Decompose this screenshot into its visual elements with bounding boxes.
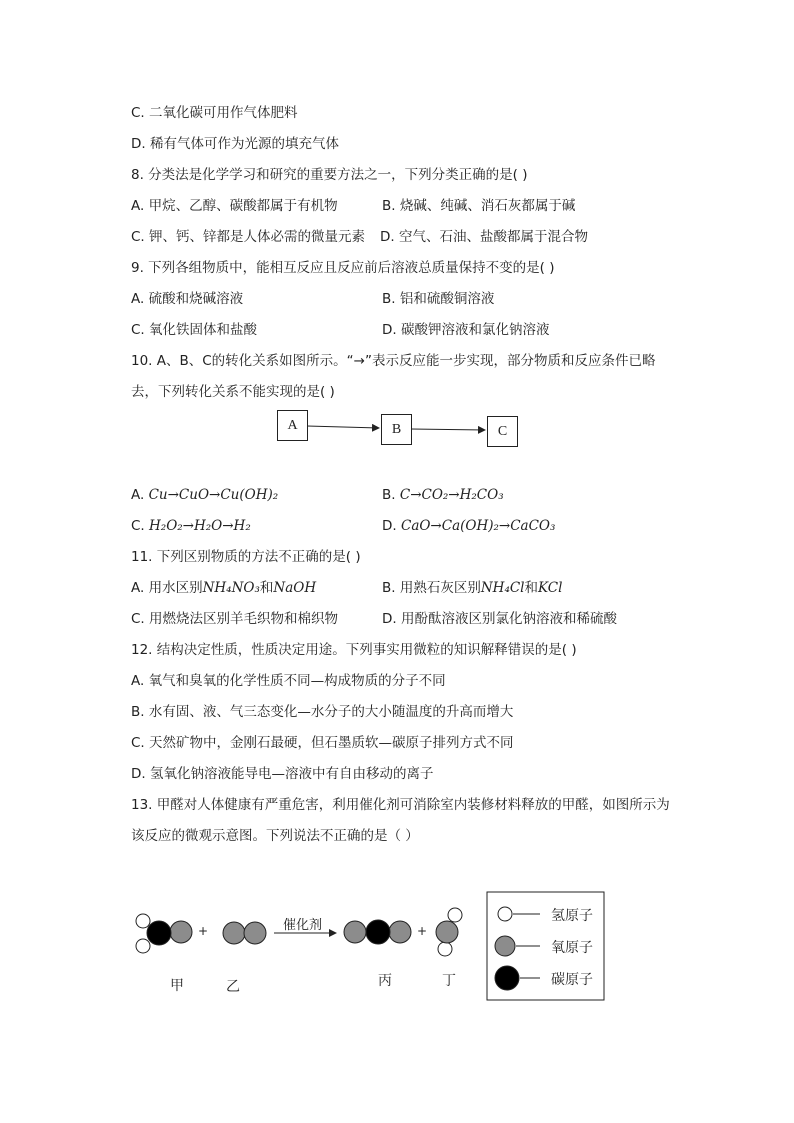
q9-option-c: C. 氧化铁固体和盐酸 — [131, 322, 258, 338]
q8-option-c: C. 钾、钙、锌都是人体必需的微量元素 — [131, 229, 366, 245]
q13-stem-line1: 13. 甲醛对人体健康有严重危害，利用催化剂可消除室内装修材料释放的甲醛，如图所示为 — [131, 797, 670, 813]
q8-option-b: B. 烧碱、纯碱、消石灰都属于碱 — [382, 198, 576, 214]
legend-hydrogen-swatch — [498, 907, 512, 921]
q12-option-b: B. 水有固、液、气三态变化—水分子的大小随温度的升高而增大 — [131, 704, 514, 720]
q11-option-a: A. 用水区别NH₄NO₃和NaOH — [131, 580, 317, 596]
q13-reaction-diagram — [0, 880, 794, 1010]
plus-sign-1: + — [198, 924, 209, 938]
box-b: B — [381, 414, 412, 445]
molecule-bing — [344, 920, 411, 944]
catalyst-label: 催化剂 — [283, 918, 323, 933]
molecule-jia — [136, 914, 192, 953]
q10-option-b: B. C→CO₂→H₂CO₃ — [382, 487, 504, 503]
legend-carbon-swatch — [495, 966, 519, 990]
q10-stem-line1: 10. A、B、C的转化关系如图所示。“→”表示反应能一步实现，部分物质和反应条件已略 — [131, 353, 656, 369]
legend-oxygen-swatch — [495, 936, 515, 956]
q12-option-a: A. 氧气和臭氧的化学性质不同—构成物质的分子不同 — [131, 673, 446, 689]
plus-sign-2: + — [417, 924, 428, 938]
q10-option-d: D. CaO→Ca(OH)₂→CaCO₃ — [382, 518, 556, 534]
q9-option-d: D. 碳酸钾溶液和氯化钠溶液 — [382, 322, 550, 338]
q7-option-d: D. 稀有气体可作为光源的填充气体 — [131, 136, 339, 152]
q9-option-a: A. 硫酸和烧碱溶液 — [131, 291, 244, 307]
q11-option-b: B. 用熟石灰区别NH₄Cl和KCl — [382, 580, 563, 596]
q12-stem: 12. 结构决定性质，性质决定用途。下列事实用微粒的知识解释错误的是( ) — [131, 642, 577, 658]
arrow-b-to-c — [411, 429, 485, 430]
q13-stem-line2: 该反应的微观示意图。下列说法不正确的是（ ） — [131, 828, 419, 844]
molecule-drawing — [0, 880, 794, 1010]
box-c: C — [487, 416, 518, 447]
box-a: A — [277, 410, 308, 441]
q11-stem: 11. 下列区别物质的方法不正确的是( ) — [131, 549, 361, 565]
q8-stem: 8. 分类法是化学学习和研究的重要方法之一，下列分类正确的是( ) — [131, 167, 528, 183]
label-bing: 丙 — [378, 973, 392, 989]
legend-hydrogen-label: 氢原子 — [551, 908, 593, 924]
q8-option-d: D. 空气、石油、盐酸都属于混合物 — [380, 229, 588, 245]
q8-option-a: A. 甲烷、乙醇、碳酸都属于有机物 — [131, 198, 338, 214]
molecule-ding — [436, 908, 462, 956]
arrow-a-to-b — [307, 426, 379, 428]
label-ding: 丁 — [442, 973, 456, 989]
q11-option-d: D. 用酚酞溶液区别氯化钠溶液和稀硫酸 — [382, 611, 617, 627]
q7-option-c: C. 二氧化碳可用作气体肥料 — [131, 105, 298, 121]
q10-option-c: C. H₂O₂→H₂O→H₂ — [131, 518, 251, 534]
q11-option-c: C. 用燃烧法区别羊毛织物和棉织物 — [131, 611, 339, 627]
q12-option-c: C. 天然矿物中，金刚石最硬，但石墨质软—碳原子排列方式不同 — [131, 735, 514, 751]
label-jia: 甲 — [170, 978, 184, 994]
q10-stem-line2: 去，下列转化关系不能实现的是( ) — [131, 384, 335, 400]
q9-stem: 9. 下列各组物质中，能相互反应且反应前后溶液总质量保持不变的是( ) — [131, 260, 555, 276]
q9-option-b: B. 铝和硫酸铜溶液 — [382, 291, 495, 307]
molecule-yi — [223, 922, 266, 944]
q10-option-a: A. Cu→CuO→Cu(OH)₂ — [131, 487, 279, 503]
legend-oxygen-label: 氧原子 — [551, 940, 593, 956]
label-yi: 乙 — [226, 979, 240, 995]
q12-option-d: D. 氢氧化钠溶液能导电—溶液中有自由移动的离子 — [131, 766, 434, 782]
legend-carbon-label: 碳原子 — [551, 972, 593, 988]
